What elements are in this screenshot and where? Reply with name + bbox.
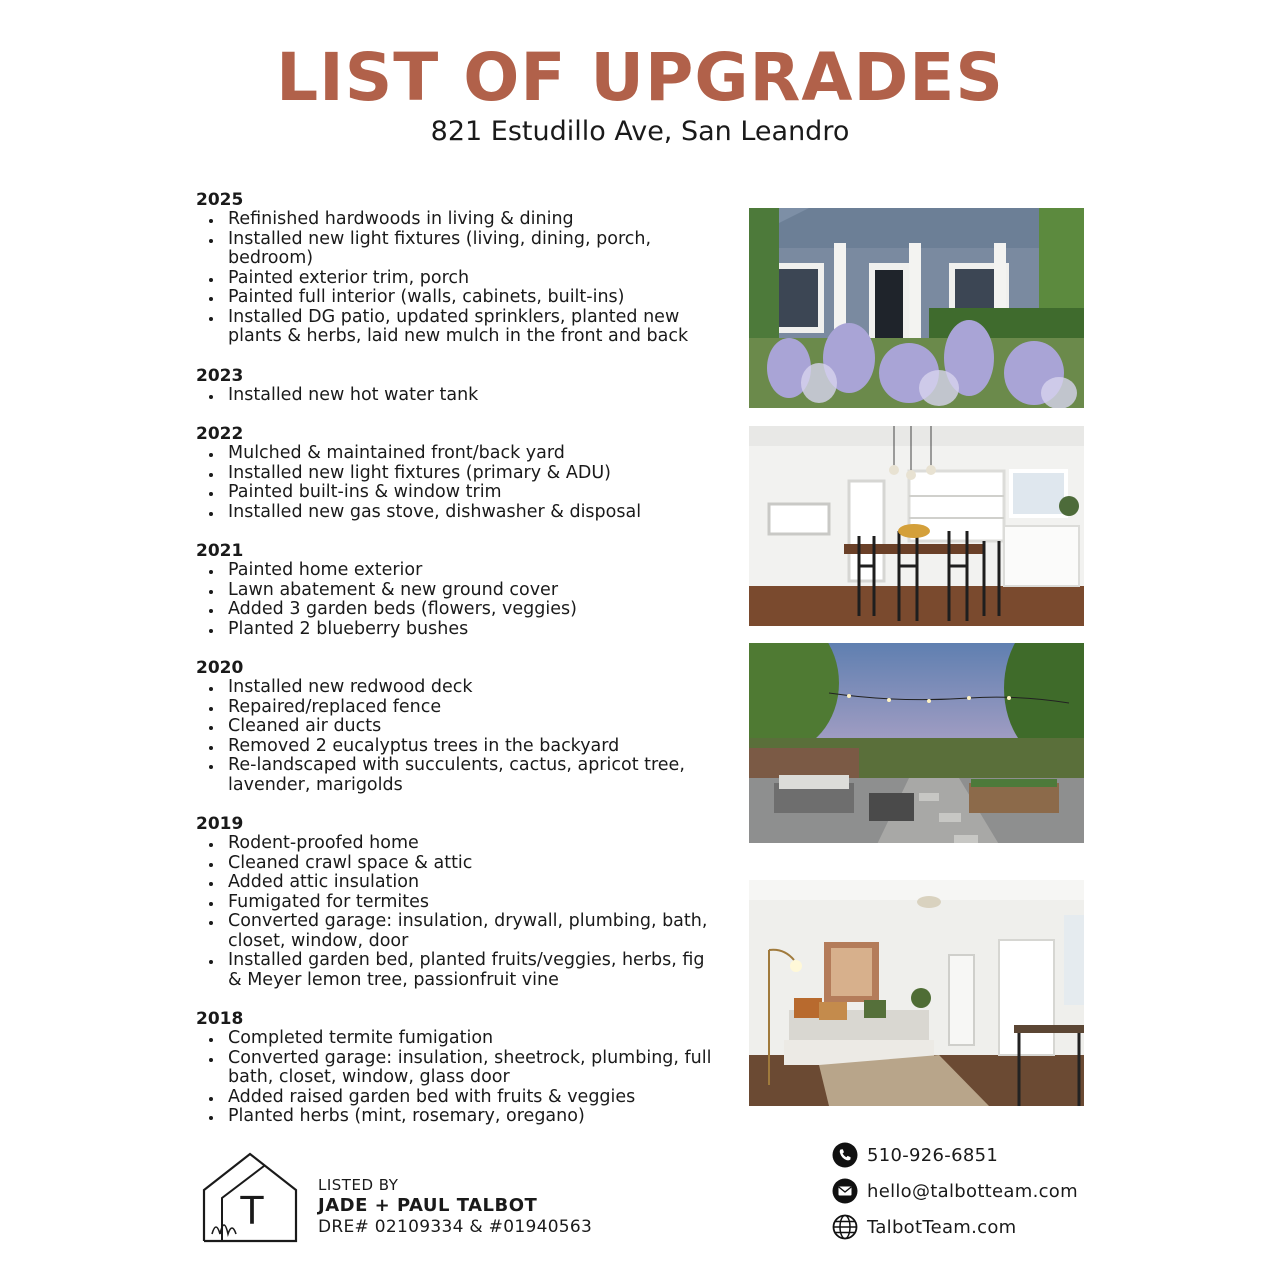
email-address: hello@talbotteam.com: [867, 1180, 1078, 1202]
year-block-2021: [196, 541, 716, 639]
agent-names: JADE + PAUL TALBOT: [318, 1195, 538, 1216]
upgrade-item: Re-landscaped with succulents, cactus, apricot tree, lavender, marigolds: [228, 756, 716, 795]
upgrade-item: Planted 2 blueberry bushes: [228, 620, 716, 640]
phone-number: 510-926-6851: [867, 1144, 999, 1166]
logo-letter: T: [240, 1189, 264, 1233]
listing-agent-block: [200, 1150, 720, 1250]
contact-info: [832, 1142, 1132, 1250]
upgrade-item: Lawn abatement & new ground cover: [228, 581, 716, 601]
contact-email[interactable]: [832, 1178, 1132, 1204]
upgrade-items: [196, 444, 716, 522]
envelope-icon: [832, 1178, 858, 1204]
upgrade-items: [196, 834, 716, 990]
upgrade-item: Completed termite fumigation: [228, 1029, 716, 1049]
upgrade-item: Cleaned air ducts: [228, 717, 716, 737]
upgrade-item: Rodent-proofed home: [228, 834, 716, 854]
photo-house-exterior: [749, 208, 1084, 408]
upgrade-items: [196, 1029, 716, 1127]
photo-dining-room: [749, 426, 1084, 626]
upgrade-item: Converted garage: insulation, sheetrock, plumbing, full bath, closet, window, glass door: [228, 1049, 716, 1088]
upgrade-item: Added raised garden bed with fruits & veggies: [228, 1088, 716, 1108]
year-block-2020: [196, 658, 716, 795]
upgrade-items: [196, 210, 716, 347]
year-heading: 2022: [196, 424, 244, 444]
year-heading: 2020: [196, 658, 244, 678]
phone-icon: [832, 1142, 858, 1168]
year-block-2019: [196, 814, 716, 990]
upgrade-item: Painted exterior trim, porch: [228, 269, 716, 289]
website-url: TalbotTeam.com: [867, 1216, 1017, 1238]
upgrade-item: Painted built-ins & window trim: [228, 483, 716, 503]
year-heading: 2025: [196, 190, 244, 210]
year-block-2023: [196, 366, 716, 406]
property-address: 821 Estudillo Ave, San Leandro: [430, 116, 850, 147]
upgrade-item: Installed garden bed, planted fruits/veggies, herbs, fig & Meyer lemon tree, passionfruit vine: [228, 951, 716, 990]
contact-phone[interactable]: [832, 1142, 1132, 1168]
upgrade-item: Installed new gas stove, dishwasher & disposal: [228, 503, 716, 523]
year-heading: 2018: [196, 1009, 244, 1029]
upgrade-item: Planted herbs (mint, rosemary, oregano): [228, 1107, 716, 1127]
year-heading: 2021: [196, 541, 244, 561]
upgrade-item: Installed new light fixtures (primary & ADU): [228, 464, 716, 484]
listed-by-label: LISTED BY: [318, 1176, 399, 1194]
talbot-logo: [200, 1150, 302, 1244]
upgrade-item: Installed DG patio, updated sprinklers, planted new plants & herbs, laid new mulch in the front and back: [228, 308, 716, 347]
year-heading: 2019: [196, 814, 244, 834]
upgrade-item: Installed new redwood deck: [228, 678, 716, 698]
upgrade-item: Removed 2 eucalyptus trees in the backyard: [228, 737, 716, 757]
globe-icon: [832, 1214, 858, 1240]
upgrade-item: Installed new hot water tank: [228, 386, 716, 406]
upgrades-list: [196, 190, 716, 1146]
upgrade-item: Painted home exterior: [228, 561, 716, 581]
upgrade-items: [196, 386, 716, 406]
upgrade-items: [196, 678, 716, 795]
agent-license-numbers: DRE# 02109334 & #01940563: [318, 1217, 593, 1237]
upgrade-item: Converted garage: insulation, drywall, plumbing, bath, closet, window, door: [228, 912, 716, 951]
upgrade-item: Cleaned crawl space & attic: [228, 854, 716, 874]
upgrade-item: Installed new light fixtures (living, dining, porch, bedroom): [228, 230, 716, 269]
upgrade-items: [196, 561, 716, 639]
upgrade-item: Fumigated for termites: [228, 893, 716, 913]
page-title: LIST OF UPGRADES: [276, 39, 1004, 116]
year-block-2025: [196, 190, 716, 347]
year-heading: 2023: [196, 365, 244, 386]
upgrade-item: Mulched & maintained front/back yard: [228, 444, 716, 464]
photo-backyard-patio: [749, 643, 1084, 843]
upgrade-item: Refinished hardwoods in living & dining: [228, 210, 716, 230]
upgrade-item: Added 3 garden beds (flowers, veggies): [228, 600, 716, 620]
photo-bedroom-office: [749, 880, 1084, 1106]
upgrade-item: Painted full interior (walls, cabinets, built-ins): [228, 288, 716, 308]
year-block-2022: [196, 424, 716, 522]
year-block-2018: [196, 1009, 716, 1127]
upgrade-item: Added attic insulation: [228, 873, 716, 893]
contact-website[interactable]: [832, 1214, 1132, 1240]
upgrade-item: Repaired/replaced fence: [228, 698, 716, 718]
